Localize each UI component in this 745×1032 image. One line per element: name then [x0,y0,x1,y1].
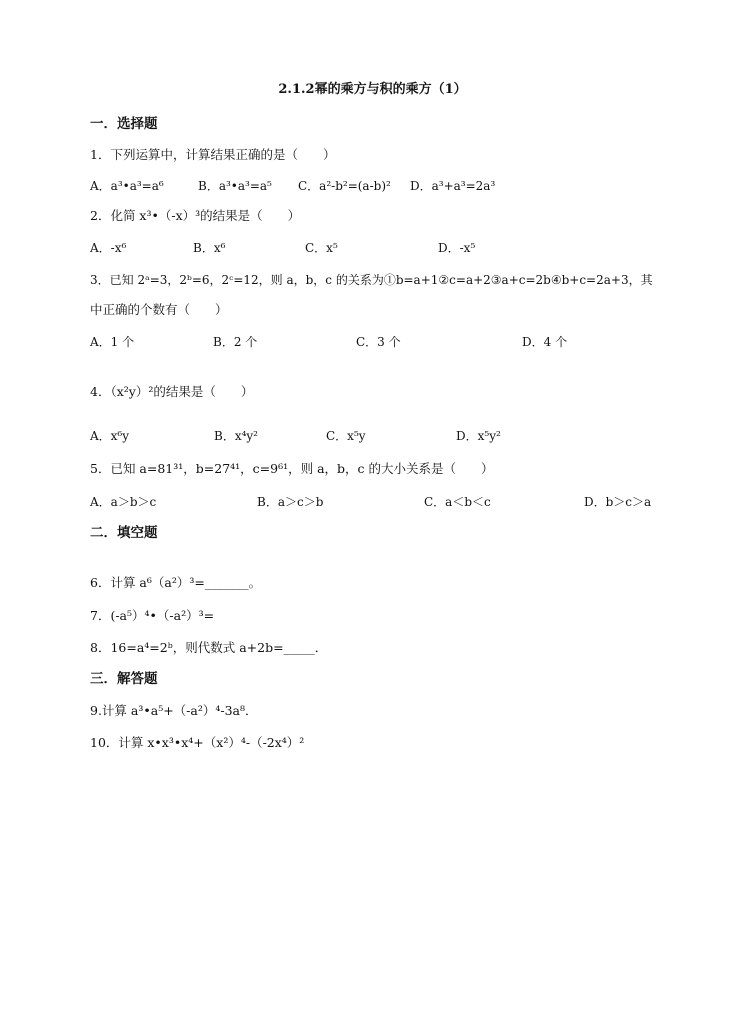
question-2-option-c: C．x⁵ [305,241,338,255]
question-1-stem: 1．下列运算中，计算结果正确的是（ ） [90,147,336,162]
section-free-response: 三．解答题 [90,671,158,687]
question-4-option-b: B．x⁴y² [214,429,258,443]
question-9: 9.计算 a³•a⁵+（-a²）⁴-3a⁸． [90,703,258,718]
question-5-stem: 5．已知 a=81³¹，b=27⁴¹，c=9⁶¹，则 a，b，c 的大小关系是（ ） [90,461,494,476]
question-2-stem: 2．化简 x³•（-x）³的结果是（ ） [90,208,301,223]
section-fill-in-blank: 二．填空题 [90,525,158,541]
question-1-option-d: D．a³+a³=2a³ [410,179,496,193]
question-10: 10．计算 x•x³•x⁴+（x²）⁴-（-2x⁴）² [90,735,305,750]
question-8: 8．16=a⁴=2ᵇ，则代数式 a+2b=_____． [90,640,328,655]
question-6: 6．计算 a⁶（a²）³=_______。 [90,575,262,590]
question-3-option-b: B．2 个 [213,335,258,349]
question-2-option-b: B．x⁶ [193,241,226,255]
question-5-option-b: B．a＞c＞b [257,495,324,509]
question-1-option-b: B．a³•a³=a⁵ [198,179,272,193]
question-2-option-a: A．-x⁶ [90,241,127,255]
question-3-option-d: D．4 个 [522,335,568,349]
page-title: 2.1.2幂的乘方与积的乘方（1） [278,82,467,97]
question-4-option-d: D．x⁵y² [456,429,501,443]
question-1-option-a: A．a³•a³=a⁶ [90,179,164,193]
question-5-option-d: D．b＞c＞a [584,495,652,509]
question-3-stem-line-1: 3．已知 2ᵃ=3，2ᵇ=6，2ᶜ=12，则 a，b，c 的关系为①b=a+1②c=a+2③a+c=2b④b+c=2a+3，其 [90,273,653,287]
question-7: 7．(-a⁵）⁴•（-a²）³= [90,608,215,623]
question-3-option-c: C．3 个 [356,335,401,349]
question-5-option-c: C．a＜b＜c [424,495,491,509]
section-multiple-choice: 一．选择题 [90,116,158,132]
question-4-stem: 4．（x²y）²的结果是（ ） [90,384,254,399]
question-4-option-a: A．x⁶y [90,429,130,443]
question-2-option-d: D．-x⁵ [438,241,476,255]
question-4-option-c: C．x⁵y [326,429,366,443]
question-3-stem-line-2: 中正确的个数有（ ） [90,302,228,317]
question-5-option-a: A．a＞b＞c [90,495,157,509]
question-3-option-a: A．1 个 [90,335,135,349]
question-1-option-c: C．a²-b²=(a-b)² [298,179,391,193]
